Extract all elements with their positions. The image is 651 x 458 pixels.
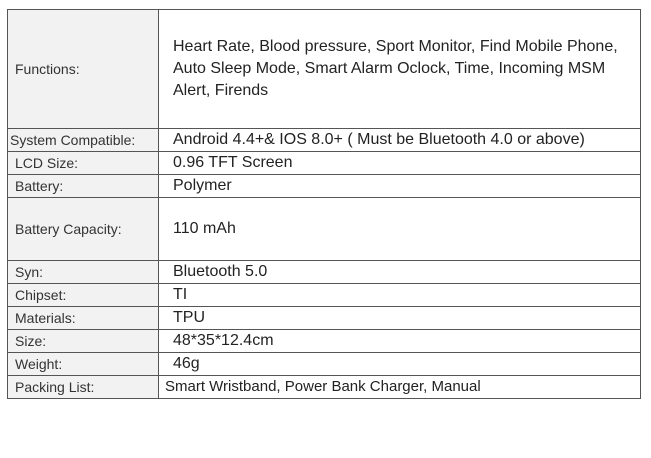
row-value: Heart Rate, Blood pressure, Sport Monitor, Find Mobile Phone, Auto Sleep Mode, Smart Alarm Oclock, Time, Incoming MSM Alert, Firends: [159, 10, 641, 129]
table-row: [8, 175, 641, 198]
table-row: [8, 10, 641, 129]
row-label: Battery Capacity:: [8, 198, 159, 261]
row-value: 48*35*12.4cm: [159, 330, 641, 353]
row-value: 0.96 TFT Screen: [159, 152, 641, 175]
row-label: Functions:: [8, 10, 159, 129]
row-value: Android 4.4+& IOS 8.0+ ( Must be Bluetooth 4.0 or above): [159, 129, 641, 152]
row-label: LCD Size:: [8, 152, 159, 175]
table-row: [8, 353, 641, 376]
table-row: [8, 330, 641, 353]
table-row: [8, 261, 641, 284]
row-value: TI: [159, 284, 641, 307]
row-value: 46g: [159, 353, 641, 376]
row-value: Smart Wristband, Power Bank Charger, Manual: [159, 376, 641, 399]
row-label: Weight:: [8, 353, 159, 376]
row-value: 110 mAh: [159, 198, 641, 261]
table-row: [8, 376, 641, 399]
table-row: [8, 129, 641, 152]
table-row: [8, 307, 641, 330]
row-value: TPU: [159, 307, 641, 330]
spec-table: [7, 9, 641, 399]
row-label: Syn:: [8, 261, 159, 284]
row-label: Size:: [8, 330, 159, 353]
table-row: [8, 152, 641, 175]
row-label: Packing List:: [8, 376, 159, 399]
row-value: Bluetooth 5.0: [159, 261, 641, 284]
row-label: Materials:: [8, 307, 159, 330]
row-label: Battery:: [8, 175, 159, 198]
table-row: [8, 198, 641, 261]
table-row: [8, 284, 641, 307]
row-value: Polymer: [159, 175, 641, 198]
row-label: System Compatible:: [8, 129, 159, 152]
row-label: Chipset:: [8, 284, 159, 307]
